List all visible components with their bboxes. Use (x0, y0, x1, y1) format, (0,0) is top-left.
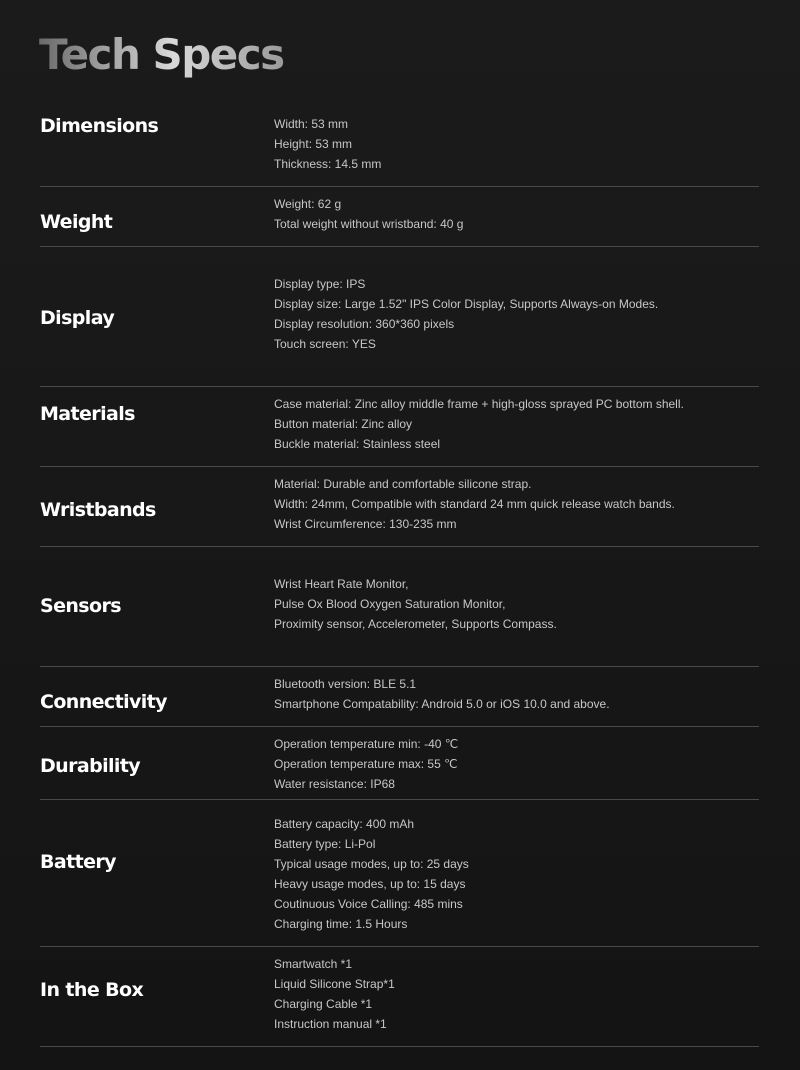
spec-values (274, 734, 458, 794)
spec-row-durability (40, 726, 759, 800)
spec-value: Bluetooth version: BLE 5.1 (274, 677, 417, 691)
spec-row-sensors (40, 546, 759, 667)
spec-values (274, 674, 610, 714)
spec-value: Touch screen: YES (274, 337, 376, 351)
spec-value: Smartwatch *1 (274, 957, 353, 971)
spec-values (274, 574, 557, 634)
spec-label: Connectivity (40, 691, 167, 713)
spec-value: Operation temperature max: 55 ℃ (274, 757, 458, 771)
spec-row-weight (40, 186, 759, 247)
spec-value: Buckle material: Stainless steel (274, 437, 441, 451)
spec-row-wristbands (40, 466, 759, 547)
spec-value: Battery type: Li-Pol (274, 837, 376, 851)
spec-value: Case material: Zinc alloy middle frame + high-gloss sprayed PC bottom shell. (274, 397, 684, 411)
spec-row-in-the-box (40, 946, 759, 1047)
spec-value: Pulse Ox Blood Oxygen Saturation Monitor, (274, 597, 506, 611)
spec-label: Sensors (40, 595, 121, 617)
spec-value: Display size: Large 1.52" IPS Color Display, Supports Always-on Modes. (274, 297, 659, 311)
spec-value: Charging Cable *1 (274, 997, 373, 1011)
spec-value: Weight: 62 g (274, 197, 342, 211)
spec-values (274, 954, 395, 1034)
spec-value: Display type: IPS (274, 277, 366, 291)
spec-values (274, 474, 675, 534)
spec-value: Heavy usage modes, up to: 15 days (274, 877, 466, 891)
spec-value: Typical usage modes, up to: 25 days (274, 857, 469, 871)
spec-value: Wrist Circumference: 130-235 mm (274, 517, 457, 531)
spec-value: Charging time: 1.5 Hours (274, 917, 408, 931)
spec-values (274, 114, 381, 174)
spec-label: Wristbands (40, 499, 156, 521)
spec-label: Display (40, 307, 115, 329)
spec-label: In the Box (40, 979, 144, 1001)
spec-values (274, 814, 469, 934)
spec-row-display (40, 246, 759, 387)
spec-value: Button material: Zinc alloy (274, 417, 413, 431)
spec-value: Battery capacity: 400 mAh (274, 817, 415, 831)
spec-label: Weight (40, 211, 113, 233)
spec-label: Dimensions (40, 115, 159, 137)
spec-values (274, 394, 684, 454)
spec-value: Operation temperature min: -40 ℃ (274, 737, 459, 751)
spec-value: Water resistance: IP68 (274, 777, 395, 791)
spec-row-dimensions (40, 106, 759, 187)
spec-value: Display resolution: 360*360 pixels (274, 317, 455, 331)
spec-value: Proximity sensor, Accelerometer, Supports Compass. (274, 617, 557, 631)
spec-value: Instruction manual *1 (274, 1017, 387, 1031)
page-title: Tech Specs (39, 30, 284, 79)
spec-row-connectivity (40, 666, 759, 727)
spec-values (274, 194, 463, 234)
spec-value: Width: 53 mm (274, 117, 349, 131)
spec-label: Battery (40, 851, 116, 873)
spec-label: Materials (40, 403, 135, 425)
spec-value: Total weight without wristband: 40 g (274, 217, 464, 231)
spec-value: Smartphone Compatability: Android 5.0 or iOS 10.0 and above. (274, 697, 610, 711)
spec-value: Thickness: 14.5 mm (274, 157, 382, 171)
spec-values (274, 274, 658, 354)
spec-row-materials (40, 386, 759, 467)
spec-row-battery (40, 799, 759, 947)
spec-value: Coutinuous Voice Calling: 485 mins (274, 897, 463, 911)
spec-value: Height: 53 mm (274, 137, 353, 151)
spec-value: Material: Durable and comfortable silicone strap. (274, 477, 532, 491)
spec-value: Width: 24mm, Compatible with standard 24 mm quick release watch bands. (274, 497, 675, 511)
spec-value: Liquid Silicone Strap*1 (274, 977, 395, 991)
spec-value: Wrist Heart Rate Monitor, (274, 577, 409, 591)
spec-label: Durability (40, 755, 141, 777)
